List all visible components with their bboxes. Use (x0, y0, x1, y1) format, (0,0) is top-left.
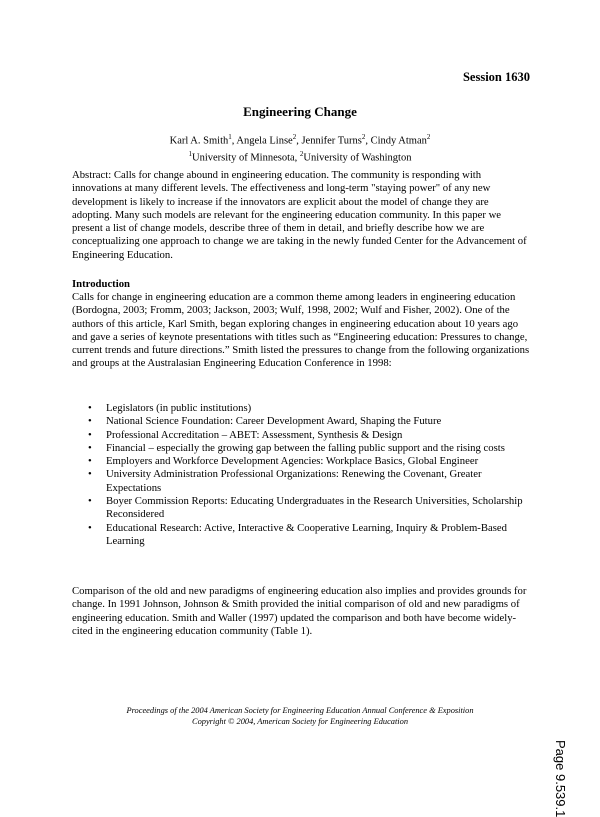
closing-paragraph: Comparison of the old and new paradigms of engineering education also implies and provides grounds for change. In 1991 Johnson, Johnson & Smith provided the initial comparison of old and new paradigms of engineering education. Smith and Waller (1997) updated the comparison and both have become widely-cited in the engineering education community (Table 1). (72, 585, 527, 637)
author-name: Karl A. Smith (169, 135, 229, 147)
pressures-list (88, 402, 530, 548)
list-item: • Legislators (in public institutions) (88, 402, 530, 415)
affiliation-name: University of Washington (303, 152, 412, 163)
list-item: • Boyer Commission Reports: Educating Undergraduates in the Research Universities, Scholarship Reconsidered (88, 495, 530, 522)
footer-proceedings: Proceedings of the 2004 American Society for Engineering Education Annual Conference & Exposition (126, 706, 474, 715)
author-separator: , (365, 135, 371, 147)
affil-mark: 2 (299, 149, 304, 158)
list-item: • Professional Accreditation – ABET: Assessment, Synthesis & Design (88, 429, 530, 442)
list-item: • University Administration Professional Organizations: Renewing the Covenant, Greater Expectations (88, 468, 530, 495)
session-label: Session 1630 (462, 70, 530, 84)
list-item: • Employers and Workforce Development Agencies: Workplace Basics, Global Engineer (88, 455, 530, 468)
introduction-paragraph: Calls for change in engineering education are a common theme among leaders in engineering education (Bordogna, 2003; Fromm, 2003; Jackson, 2003; Wulf, 1998, 2002; Wulf and Fisher, 2002). One of the authors of this article, Karl Smith, began exploring changes in engineering education about 10 years ago and gave a series of keynote presentations with titles such as “Engineering education: Pressures to change, current trends and future directions.” Smith listed the pressures to change from the following organizations and groups at the Australasian Engineering Education Conference in 1998: (72, 291, 530, 370)
list-item: • National Science Foundation: Career Development Award, Shaping the Future (88, 415, 530, 428)
list-item: • Educational Research: Active, Interactive & Cooperative Learning, Inquiry & Problem-Based Learning (88, 522, 530, 549)
author-name: Jennifer Turns (301, 135, 362, 147)
author-block (0, 131, 600, 164)
paper-title: Engineering Change (243, 104, 357, 119)
introduction-heading: Introduction (72, 278, 131, 290)
abstract: Abstract: Calls for change abound in engineering education. The community is responding with innovations at many different levels. The effectiveness and long-term "staying power" of any new development is likely to increase if the innovators are explicit about the model of change they are adopting. Many such models are relevant for the engineering education community. In this paper we present a list of change models, describe three of them in detail, and briefly describe how we are conceptualizing one approach to change we are taking in the newly funded Center for the Advancement of Engineering Education. (72, 169, 527, 261)
page-number: Page 9.539.1 (553, 740, 568, 817)
affiliation-name: University of Minnesota (192, 152, 295, 163)
affil-mark: 1 (188, 149, 193, 158)
author-affil-mark: 1 (228, 133, 232, 141)
author-separator: , (231, 135, 237, 147)
author-name: Cindy Atman (370, 135, 427, 147)
author-affil-mark: 2 (426, 133, 431, 141)
author-line (0, 131, 600, 148)
author-separator: , (296, 135, 302, 147)
page-footer (0, 705, 600, 727)
footer-copyright: Copyright © 2004, American Society for Engineering Education (191, 717, 409, 726)
author-affil-mark: 2 (361, 133, 366, 141)
author-name: Angela Linse (236, 135, 293, 147)
affiliation-separator: , (294, 152, 300, 163)
list-item: • Financial – especially the growing gap between the falling public support and the rising costs (88, 442, 530, 455)
affiliation-line (0, 148, 600, 165)
author-affil-mark: 2 (292, 133, 297, 141)
